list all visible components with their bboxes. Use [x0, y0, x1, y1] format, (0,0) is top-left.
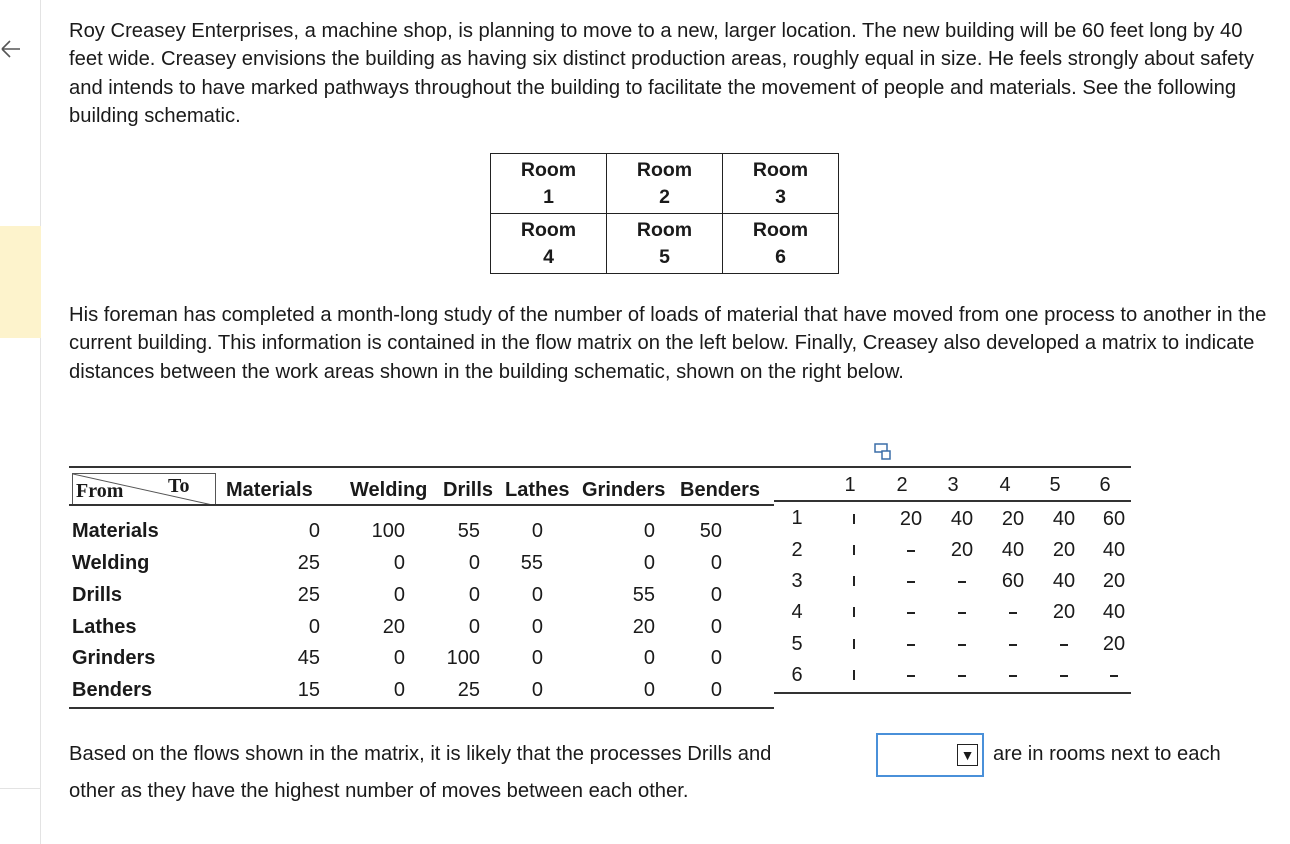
distance-row-label: 4	[791, 601, 803, 623]
distance-row-label: 5	[791, 633, 803, 655]
flow-row-label: Lathes	[72, 616, 137, 638]
flow-cell: 100	[446, 647, 480, 669]
back-arrow-icon[interactable]	[0, 36, 22, 62]
distance-empty-mark	[1009, 644, 1017, 646]
flow-cell: 0	[643, 552, 655, 574]
flow-cell: 0	[643, 647, 655, 669]
flow-cell: 0	[710, 647, 722, 669]
distance-empty-mark	[958, 581, 966, 583]
distance-cell: 40	[1052, 570, 1076, 592]
distance-empty-mark	[853, 576, 855, 586]
flow-cell: 0	[468, 552, 480, 574]
distance-cell: 20	[1052, 601, 1076, 623]
intro-paragraph: Roy Creasey Enterprises, a machine shop, is planning to move to a new, larger location. The new building will be 60 feet long by 40 feet wide. Creasey envisions the building as having six distinct production areas, roughly equal in size. He feels strongly about safety and intends to have marked pathways throughout the building to facilitate the movement of people and materials. See the following building schematic.	[69, 20, 1254, 127]
flow-row-label: Drills	[72, 584, 123, 606]
flow-cell: 0	[308, 616, 320, 638]
distance-top-rule	[774, 466, 1131, 468]
distance-empty-mark	[907, 550, 915, 552]
distance-empty-mark	[1060, 675, 1068, 677]
flow-cell: 100	[371, 520, 405, 542]
distance-empty-mark	[907, 581, 915, 583]
flow-cell: 55	[457, 520, 480, 542]
distance-cell: 40	[1102, 601, 1126, 623]
distance-row-label: 3	[791, 570, 803, 592]
flow-cell: 55	[632, 584, 655, 606]
flow-cell: 20	[632, 616, 655, 638]
flow-cell: 0	[393, 679, 405, 701]
flow-col-header: Welding	[350, 479, 428, 501]
flow-cell: 0	[393, 584, 405, 606]
flow-cell: 25	[457, 679, 480, 701]
flow-top-rule	[69, 466, 774, 468]
distance-cell: 60	[1102, 508, 1126, 530]
distance-empty-mark	[907, 644, 915, 646]
flow-cell: 0	[643, 679, 655, 701]
room-cell: Room 1	[491, 154, 607, 214]
flow-cell: 0	[531, 679, 543, 701]
distance-empty-mark	[958, 644, 966, 646]
distance-cell: 20	[1052, 539, 1076, 561]
flow-col-header: Drills	[443, 479, 494, 501]
flow-col-header: Lathes	[505, 479, 570, 501]
distance-empty-mark	[1009, 612, 1017, 614]
distance-empty-mark	[853, 639, 855, 649]
distance-cell: 20	[1102, 570, 1126, 592]
copy-icon[interactable]	[874, 443, 892, 461]
question-text-start: Based on the flows shown in the matrix, it is likely that the processes Drills and	[69, 743, 772, 765]
distance-cell: 40	[1001, 539, 1025, 561]
flow-row-label: Welding	[72, 552, 150, 574]
distance-cell: 20	[950, 539, 974, 561]
room-cell: Room 4	[491, 214, 607, 274]
caret-down-icon[interactable]: ▼	[957, 744, 978, 766]
flow-col-header: Grinders	[582, 479, 666, 501]
flow-cell: 0	[393, 552, 405, 574]
flow-col-header: Materials	[226, 479, 313, 501]
flow-cell: 0	[531, 616, 543, 638]
flow-cell: 0	[531, 647, 543, 669]
distance-cell: 40	[1102, 539, 1126, 561]
question-text-end: are in rooms next to each	[993, 743, 1221, 765]
distance-empty-mark	[853, 514, 855, 524]
distance-empty-mark	[1060, 644, 1068, 646]
answer-dropdown[interactable]	[876, 733, 984, 777]
distance-cell: 20	[1001, 508, 1025, 530]
building-schematic	[490, 153, 839, 274]
distance-row-label: 1	[791, 507, 803, 529]
distance-cell: 40	[1052, 508, 1076, 530]
flow-cell: 20	[382, 616, 405, 638]
flow-cell: 0	[710, 552, 722, 574]
distance-cell: 40	[950, 508, 974, 530]
distance-cell: 20	[899, 508, 923, 530]
distance-empty-mark	[1009, 675, 1017, 677]
flow-cell: 15	[297, 679, 320, 701]
distance-header-rule	[774, 500, 1131, 502]
question-text-line2: other as they have the highest number of moves between each other.	[69, 780, 689, 802]
flow-row-label: Benders	[72, 679, 153, 701]
distance-empty-mark	[853, 545, 855, 555]
rail-highlight	[0, 226, 41, 338]
distance-empty-mark	[853, 670, 855, 680]
flow-row-label: Materials	[72, 520, 159, 542]
from-to-header	[72, 473, 216, 505]
distance-empty-mark	[958, 675, 966, 677]
distance-empty-mark	[907, 612, 915, 614]
flow-cell: 45	[297, 647, 320, 669]
flow-cell: 0	[531, 520, 543, 542]
flow-cell: 50	[699, 520, 722, 542]
distance-col-header: 5	[1049, 474, 1061, 496]
distance-col-header: 2	[896, 474, 908, 496]
flow-col-header: Benders	[680, 479, 761, 501]
room-cell: Room 3	[723, 154, 839, 214]
flow-cell: 55	[520, 552, 543, 574]
distance-col-header: 3	[947, 474, 959, 496]
flow-cell: 0	[393, 647, 405, 669]
flow-cell: 0	[531, 584, 543, 606]
room-cell: Room 6	[723, 214, 839, 274]
room-cell: Room 2	[607, 154, 723, 214]
flow-cell: 0	[308, 520, 320, 542]
distance-empty-mark	[853, 607, 855, 617]
room-cell: Room 5	[607, 214, 723, 274]
flow-cell: 25	[297, 584, 320, 606]
flow-bottom-rule	[69, 707, 774, 709]
distance-cell: 20	[1102, 633, 1126, 655]
flow-cell: 0	[710, 584, 722, 606]
distance-empty-mark	[958, 612, 966, 614]
distance-bottom-rule	[774, 692, 1131, 694]
flow-row-label: Grinders	[72, 647, 156, 669]
flow-cell: 0	[710, 616, 722, 638]
distance-col-header: 4	[999, 474, 1011, 496]
distance-row-label: 2	[791, 539, 803, 561]
flow-cell: 0	[643, 520, 655, 542]
study-paragraph: His foreman has completed a month-long study of the number of loads of material that have moved from one process to another in the current building. This information is contained in the flow matrix on the left below. Finally, Creasey also developed a matrix to indicate distances between the work areas shown in the building schematic, shown on the right below.	[69, 304, 1267, 383]
rail-divider	[0, 788, 40, 789]
flow-cell: 0	[468, 584, 480, 606]
flow-cell: 0	[710, 679, 722, 701]
left-rail	[0, 0, 41, 844]
distance-row-label: 6	[791, 664, 803, 686]
distance-cell: 60	[1001, 570, 1025, 592]
distance-col-header: 1	[844, 474, 856, 496]
distance-empty-mark	[907, 675, 915, 677]
to-label: To	[168, 475, 190, 497]
flow-cell: 0	[468, 616, 480, 638]
distance-col-header: 6	[1099, 474, 1111, 496]
distance-empty-mark	[1110, 675, 1118, 677]
from-label: From	[76, 480, 124, 502]
flow-header-rule	[69, 504, 774, 506]
flow-cell: 25	[297, 552, 320, 574]
